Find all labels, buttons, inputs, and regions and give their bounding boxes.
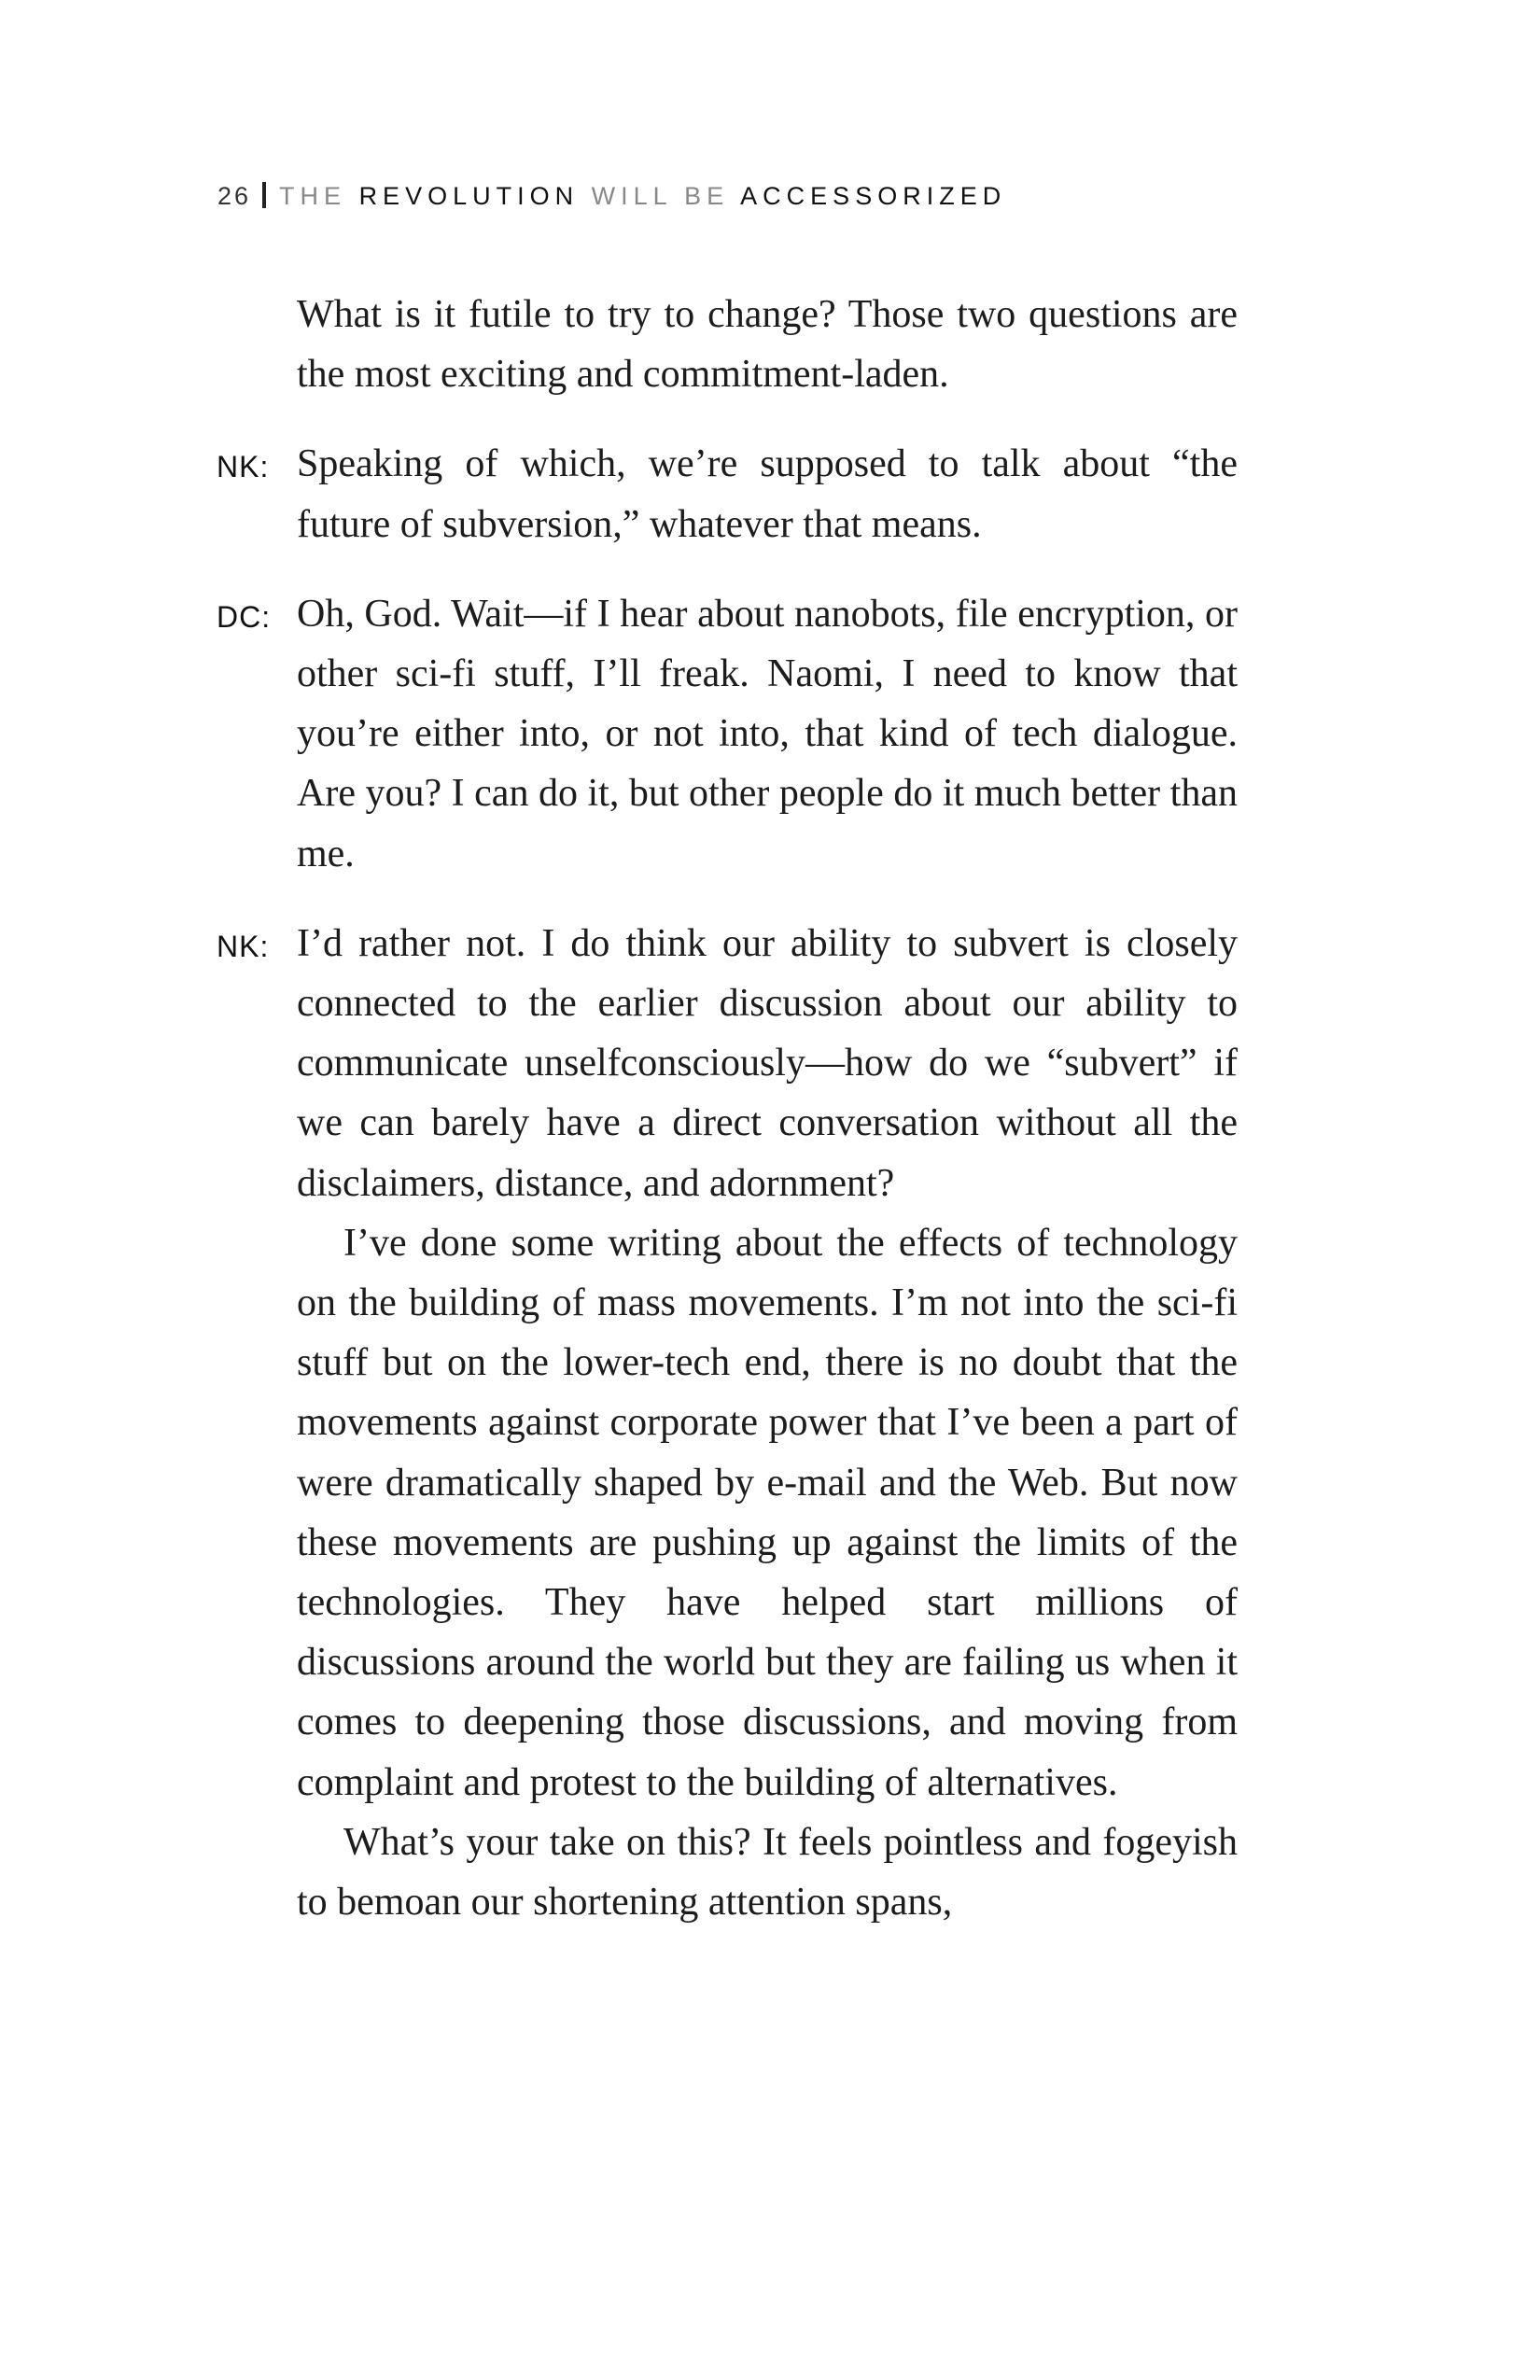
book-title-will-be: WILL BE (591, 182, 730, 210)
body-text (217, 285, 1238, 1932)
speech-paragraph: I’ve done some writing about the effects of technology on the building of mass movements. I’m not into the sci-fi stuff but on the lower-tech end, there is no doubt that the movements against corporate power that I’ve been a part of were dramatically shaped by e-mail and the Web. But now these movements are pushing up against the limits of the technologies. They have helped start millions of discussions around the world but they are failing us when it comes to deepening those discussions, and moving from complaint and protest to the building of alternatives. (297, 1221, 1238, 1804)
book-title-the: THE (279, 182, 347, 210)
speaker-label: DC: (217, 599, 272, 634)
running-head (217, 182, 1006, 211)
speech-nk-2 (217, 914, 1238, 1932)
speech-text: Speaking of which, we’re supposed to talk about “the future of subversion,” whatever that means. (297, 442, 1238, 546)
speaker-label: NK: (217, 450, 270, 484)
speaker-label: NK: (217, 929, 270, 963)
book-title-revolution: REVOLUTION (358, 182, 580, 210)
paragraph-continued: What is it futile to try to change? Those two questions are the most exciting and commitment-laden. (297, 293, 1238, 397)
speech-paragraph: What’s your take on this? It feels pointless and fogeyish to bemoan our shortening attention spans, (297, 1820, 1238, 1925)
book-title-accessorized: ACCESSORIZED (740, 182, 1007, 210)
speech-text: I’d rather not. I do think our ability to subvert is closely connected to the earlier discussion about our ability to communicate unselfconsciously—how do we “subvert” if we can barely have a direct conversation without all the disclaimers, distance, and adornment? (297, 921, 1238, 1205)
page-number: 26 (217, 182, 252, 210)
header-divider (262, 182, 266, 208)
speech-text: Oh, God. Wait—if I hear about nanobots, file encryption, or other sci-fi stuff, I’ll freak. Naomi, I need to know that you’re either into, or not into, that kind of tech dialogue. Are you? I can do it, but other people do it much better than me. (297, 592, 1238, 875)
speech-dc-1 (217, 584, 1238, 884)
speech-nk-1 (217, 434, 1238, 553)
